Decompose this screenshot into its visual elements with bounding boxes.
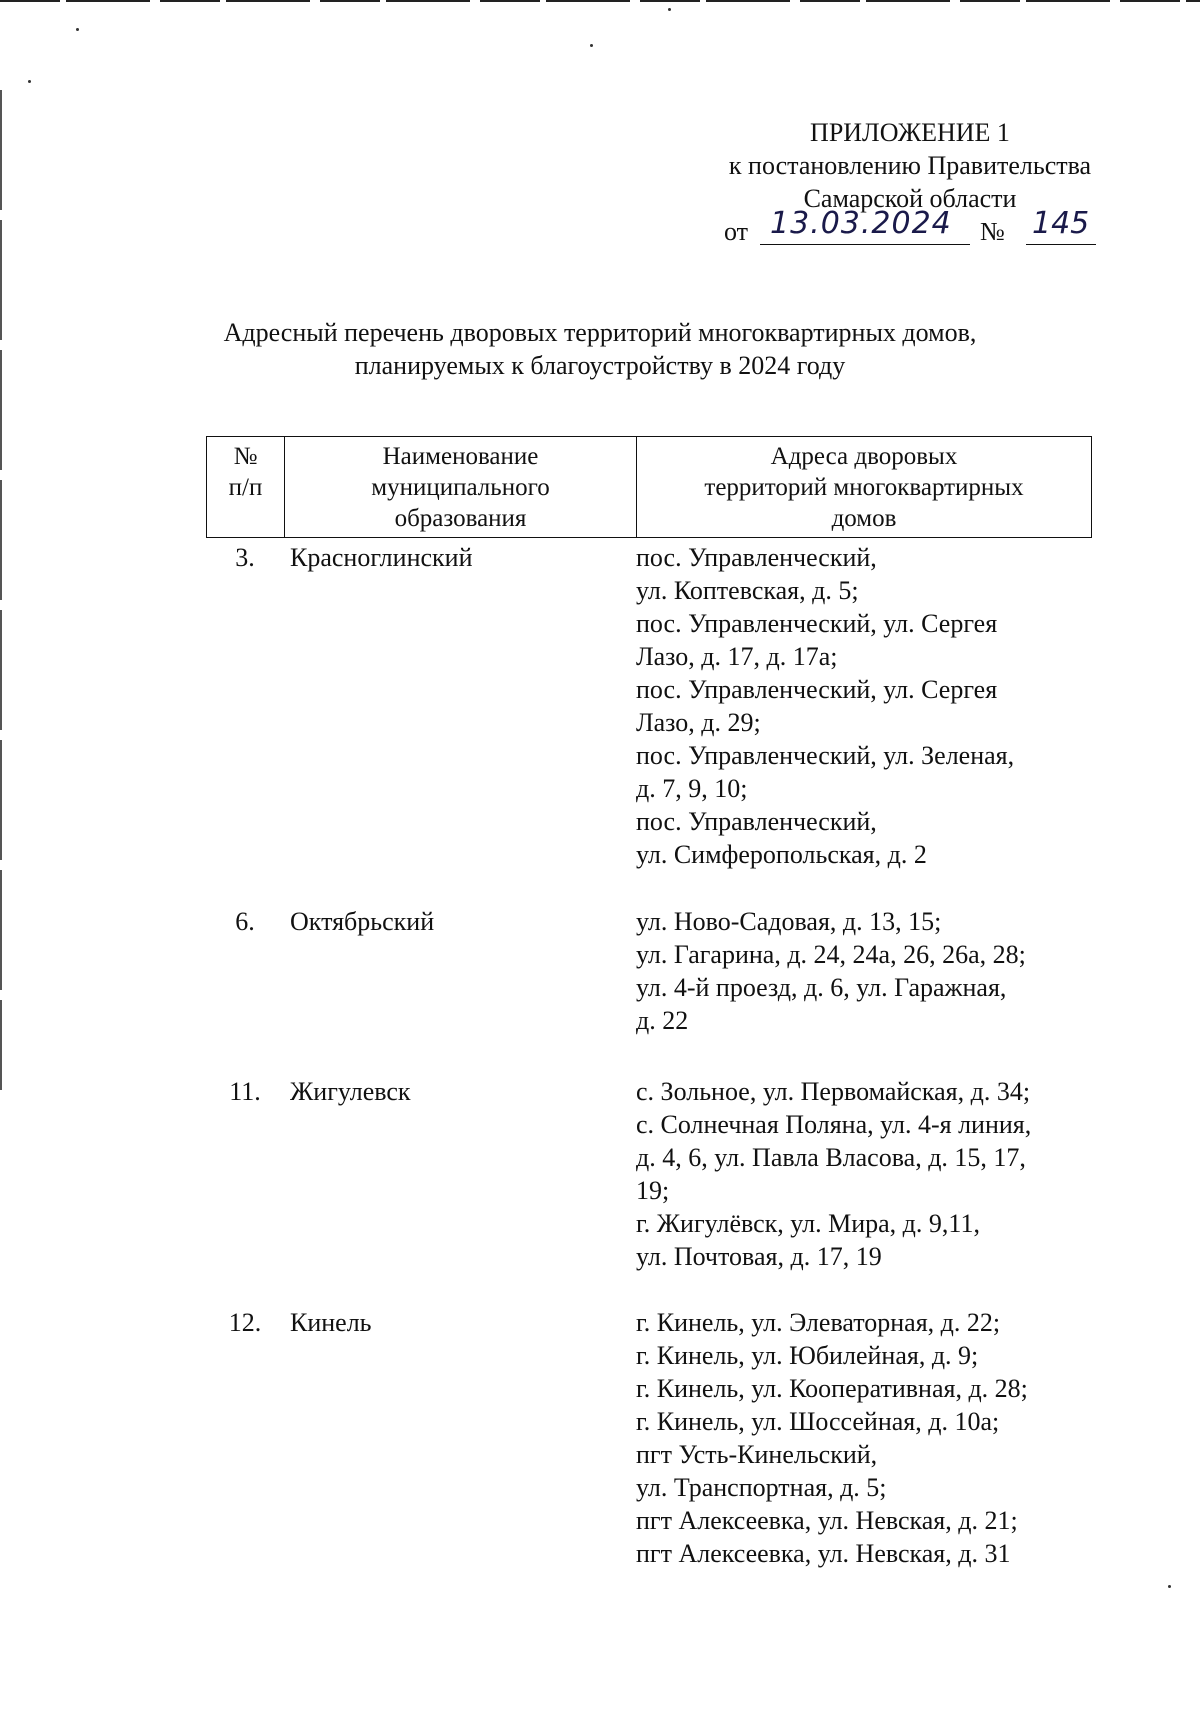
scan-edge-left: [0, 90, 2, 1090]
row-number: 3.: [235, 543, 255, 572]
scan-speck: [590, 44, 593, 47]
row-number: 12.: [228, 1308, 262, 1337]
row-addresses: ул. Ново-Садовая, д. 13, 15; ул. Гагарина, д. 24, 24а, 26, 26а, 28; ул. 4-й проезд, д. 6, ул. Гаражная, д. 22: [636, 907, 1026, 1035]
header-addresses-column: Адреса дворовых территорий многоквартирных домов: [704, 443, 1024, 532]
appendix-line-3: Самарской области: [803, 184, 1017, 213]
document-title-line-2: планируемых к благоустройству в 2024 году: [354, 351, 846, 380]
row-municipality: Кинель: [290, 1308, 372, 1337]
scan-speck: [76, 28, 79, 31]
appendix-title: ПРИЛОЖЕНИЕ 1: [810, 118, 1010, 147]
handwritten-date: 13.03.2024: [760, 207, 970, 245]
scan-speck: [1168, 1585, 1171, 1588]
scan-speck: [28, 80, 31, 83]
row-municipality: Октябрьский: [290, 907, 435, 936]
scan-edge-top: [0, 0, 1200, 2]
appendix-block: [680, 116, 1140, 251]
scan-speck: [668, 8, 671, 11]
table-header: [206, 436, 1092, 538]
number-label: №: [980, 217, 1005, 246]
row-addresses: пос. Управленческий, ул. Коптевская, д. 5; пос. Управленческий, ул. Сергея Лазо, д. 17, д. 17а; пос. Управленческий, ул. Сергея Лазо, д. 29; пос. Управленческий, ул. Зеленая, д. 7, 9, 10; пос. Управленческий, ул. Симферопольская, д. 2: [636, 543, 1015, 869]
header-municipality-column: Наименование муниципального образования: [285, 437, 637, 537]
header-number-column: № п/п: [207, 437, 285, 537]
document-title: [180, 316, 1020, 382]
document-title-line-1: Адресный перечень дворовых территорий многоквартирных домов,: [223, 318, 977, 347]
row-number: 6.: [235, 907, 255, 936]
row-municipality: Красноглинский: [290, 543, 473, 572]
appendix-date-number-line: [680, 206, 1140, 251]
row-addresses: с. Зольное, ул. Первомайская, д. 34; с. Солнечная Поляна, ул. 4-я линия, д. 4, 6, ул. Павла Власова, д. 15, 17, 19; г. Жигулёвск, ул. Мира, д. 9,11, ул. Почтовая, д. 17, 19: [636, 1077, 1032, 1271]
handwritten-number: 145: [1026, 207, 1096, 245]
row-municipality: Жигулевск: [290, 1077, 411, 1106]
row-number: 11.: [229, 1077, 261, 1106]
row-addresses: г. Кинель, ул. Элеваторная, д. 22; г. Кинель, ул. Юбилейная, д. 9; г. Кинель, ул. Кооперативная, д. 28; г. Кинель, ул. Шоссейная, д. 10а; пгт Усть-Кинельский, ул. Транспортная, д. 5; пгт Алексеевка, ул. Невская, д. 21; пгт Алексеевка, ул. Невская, д. 31: [636, 1308, 1028, 1568]
appendix-line-2: к постановлению Правительства: [728, 151, 1092, 180]
from-label: от: [724, 217, 749, 246]
